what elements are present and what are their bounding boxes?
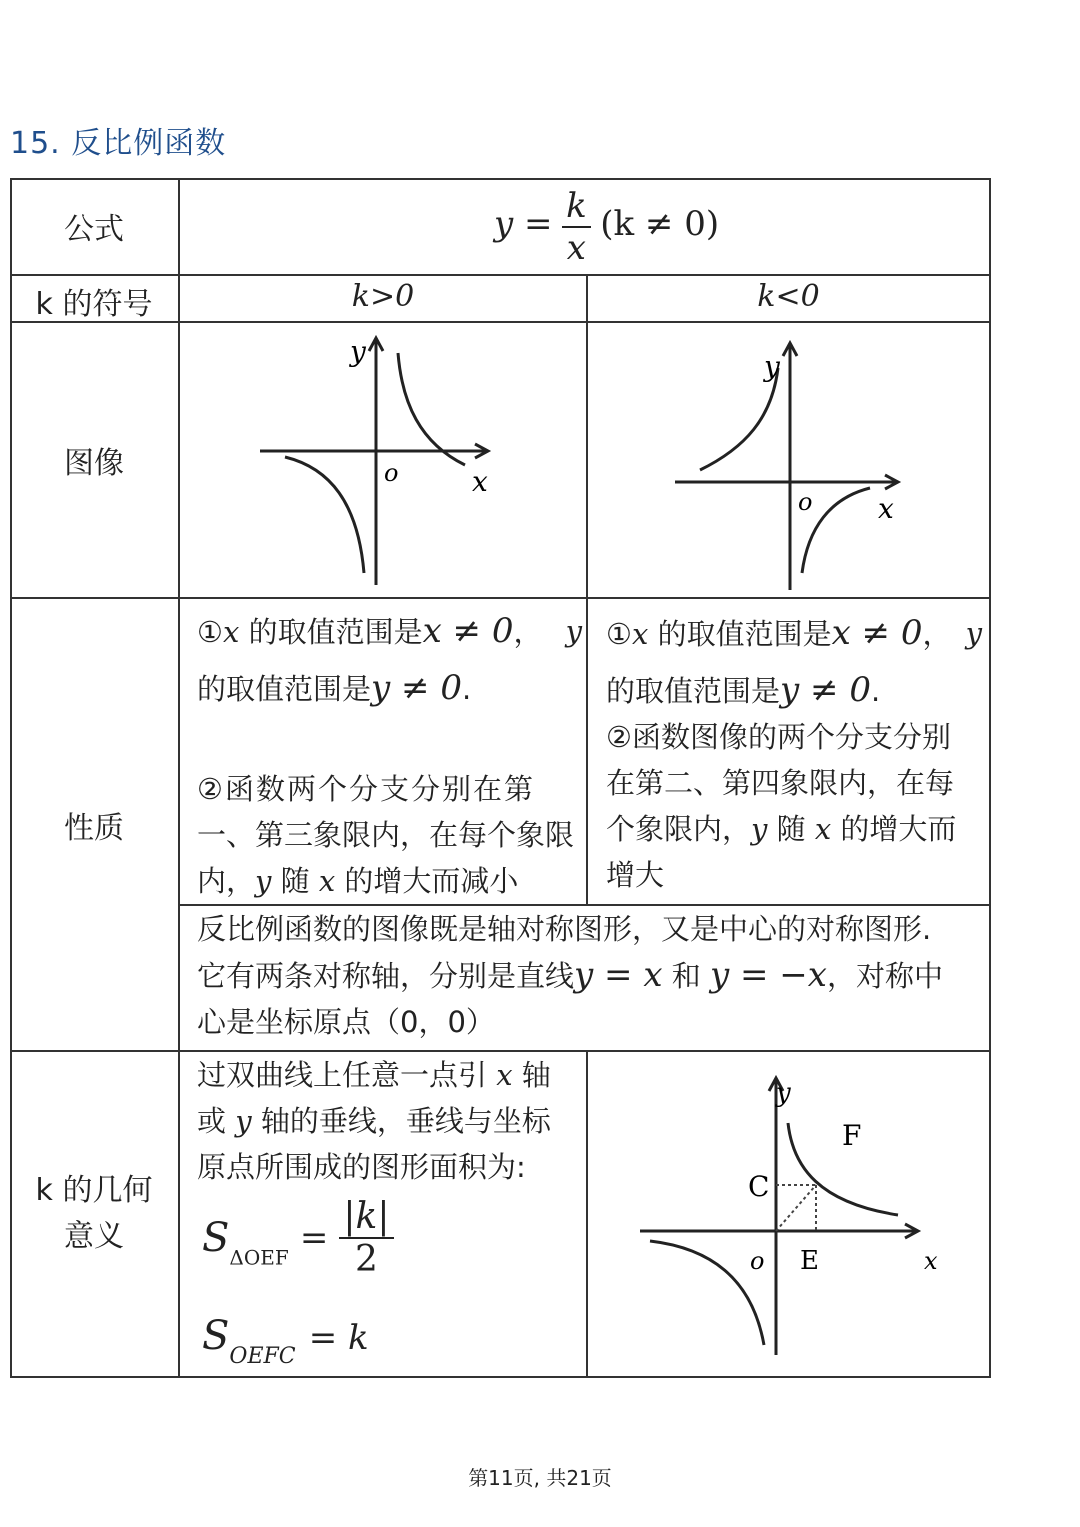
var-x: x <box>496 1058 513 1092</box>
area-formula-rectangle <box>202 1313 369 1369</box>
math-x-neq-0: x ≠ 0 <box>831 613 923 653</box>
formula-denominator: x <box>566 228 586 268</box>
f1-num: |k| <box>339 1196 393 1239</box>
var-y: y <box>235 1104 252 1138</box>
prop-text: 的增大而 <box>831 812 957 846</box>
fig-E-label: E <box>800 1246 819 1276</box>
f2-eq: = k <box>308 1318 369 1358</box>
prop-text: 轴的垂线，垂线与坐标 <box>251 1104 551 1138</box>
geometry-label-line2: 意义 <box>64 1219 124 1254</box>
prop-text: ②函数图像的两个分支分别 <box>606 720 951 754</box>
prop-text: 的取值范围是 <box>606 674 781 708</box>
prop-text: ， <box>922 617 952 651</box>
f1-eq: = <box>299 1218 329 1258</box>
prop-text: 的增大而减小 <box>335 864 519 898</box>
prop-text: . <box>870 674 881 708</box>
var-x: x <box>814 812 832 846</box>
prop-text: . <box>461 672 472 706</box>
fig-x-label: x <box>924 1247 938 1275</box>
prop-text: 一、第三象限内，在每个象限 <box>197 818 575 852</box>
graph-label: 图像 <box>64 446 124 481</box>
math-y-eq-neg-x: y = −x <box>709 955 827 995</box>
geometry-description <box>197 1052 582 1190</box>
formula-condition: (k ≠ 0) <box>600 204 720 244</box>
prop-text: 随 <box>767 812 815 846</box>
math-y-eq-x: y = x <box>574 955 663 995</box>
prop-text: ②函数两个分支分别在第 <box>197 772 535 806</box>
section-title: 15. 反比例函数 <box>10 126 227 161</box>
prop-text: ① <box>197 615 223 649</box>
fig-y-label: y <box>776 1078 791 1108</box>
prop-text: 原点所围成的图形面积为: <box>197 1150 526 1184</box>
area-formula-triangle <box>202 1196 394 1280</box>
property-label: 性质 <box>64 811 124 846</box>
prop-text: 随 <box>271 864 319 898</box>
prop-text: 轴 <box>512 1058 551 1092</box>
f2-S: S <box>202 1313 230 1359</box>
prop-text: 在第二、第四象限内，在每 <box>606 766 955 800</box>
origin-label: o <box>798 488 813 516</box>
formula-fraction <box>562 186 591 268</box>
prop-text: 增大 <box>606 858 665 892</box>
prop-text: 的取值范围是 <box>239 615 423 649</box>
prop-text: 的取值范围是 <box>648 617 832 651</box>
geometry-label <box>10 1168 178 1260</box>
property-k-negative <box>606 610 982 898</box>
f1-den: 2 <box>355 1239 378 1280</box>
var-x: x <box>223 615 240 649</box>
property-symmetry <box>197 906 987 1045</box>
f1-fraction <box>339 1196 393 1280</box>
var-y: y <box>751 812 768 846</box>
var-x: x <box>632 617 649 651</box>
formula-label: 公式 <box>64 212 124 247</box>
prop-text: 的取值范围是 <box>197 672 372 706</box>
prop-text: ，对称中 <box>826 959 943 993</box>
fig-o-label: o <box>750 1247 765 1275</box>
geometry-figure <box>630 1073 960 1363</box>
f1-sub: ΔOEF <box>229 1245 289 1270</box>
prop-text: 或 <box>197 1104 236 1138</box>
graph-k-positive <box>250 333 510 593</box>
page-footer: 第11页, 共21页 <box>468 1466 612 1490</box>
axis-y-label: y <box>350 335 366 368</box>
formula <box>494 186 719 268</box>
axis-y-label: y <box>764 350 780 383</box>
sign-label: k 的符号 <box>35 287 153 322</box>
prop-text: 和 <box>662 959 710 993</box>
sign-positive: k>0 <box>351 279 415 314</box>
axis-x-label: x <box>472 465 488 498</box>
math-x-neq-0: x ≠ 0 <box>422 611 514 651</box>
prop-text: ， <box>513 615 543 649</box>
prop-text: 心是坐标原点（0，0） <box>197 1005 495 1039</box>
origin-label: o <box>384 459 399 487</box>
math-y-neq-0: y ≠ 0 <box>780 670 871 710</box>
prop-text: 它有两条对称轴，分别是直线 <box>197 959 575 993</box>
formula-numerator: k <box>562 186 591 228</box>
var-y: y <box>565 614 582 648</box>
prop-text: 过双曲线上任意一点引 <box>197 1058 497 1092</box>
sign-negative: k<0 <box>757 279 820 314</box>
axis-x-label: x <box>878 492 894 525</box>
math-y-neq-0: y ≠ 0 <box>371 668 462 708</box>
fig-F-label: F <box>842 1119 862 1152</box>
prop-text: 个象限内， <box>606 812 752 846</box>
property-k-positive <box>197 608 582 904</box>
prop-text: 内， <box>197 864 256 898</box>
inverse-proportion-table <box>10 178 991 1378</box>
var-x: x <box>318 864 336 898</box>
var-y: y <box>965 616 982 650</box>
fig-C-label: C <box>748 1170 770 1203</box>
geometry-label-line1: k 的几何 <box>35 1173 153 1208</box>
f1-S: S <box>202 1215 230 1261</box>
var-y: y <box>255 864 272 898</box>
prop-text: ① <box>606 617 632 651</box>
formula-lhs: y = <box>494 204 553 244</box>
prop-text: 反比例函数的图像既是轴对称图形，又是中心的对称图形. <box>197 912 932 946</box>
f2-sub: OEFC <box>229 1344 296 1369</box>
graph-k-negative <box>660 338 920 598</box>
